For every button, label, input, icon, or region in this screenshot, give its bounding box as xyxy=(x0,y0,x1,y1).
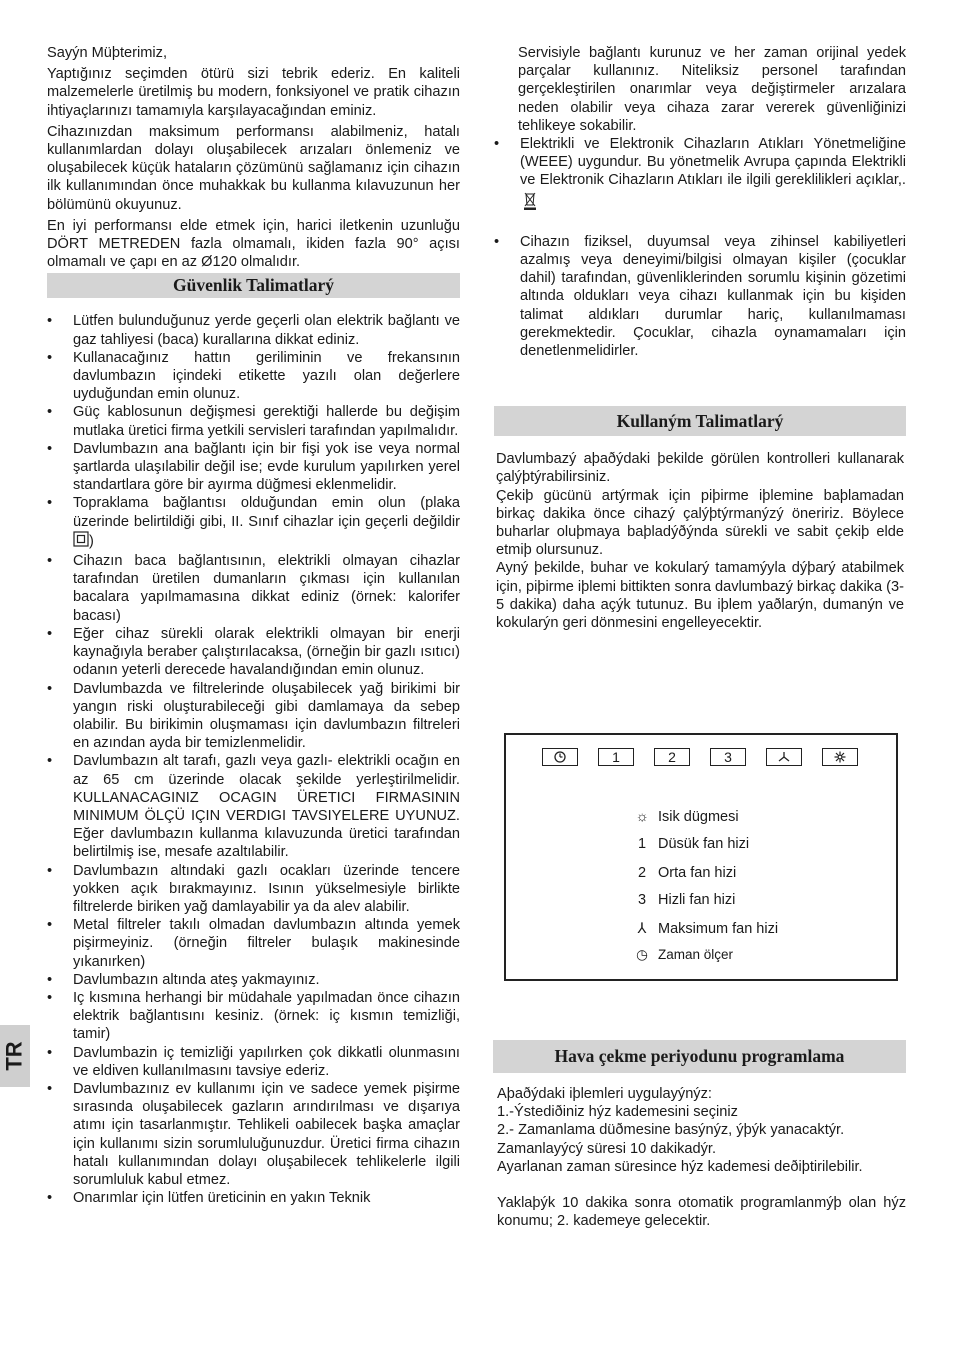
timer-button xyxy=(542,748,578,766)
language-code: TR xyxy=(1,1041,27,1071)
speed-2-symbol: 2 xyxy=(637,865,647,881)
list-item: • Kullanacağınız hattın geriliminin ve frekansının davlumbazın içindeki etikette yazılı olan değerlere uyduğundan emin olunuz. xyxy=(47,349,460,403)
list-item: • Davlumbazın alt tarafı, gazlı veya gazlı- elektrikli ocağın en az 65 cm üzerinde olacak şekilde yerleştirilmelidir. KULLANACAGINIZ OCAGIN ÜRETICI FIRMASININ MINIMUM ÖLÇÜ IÇIN VERDIGI TAVSIYELERE UYUNUZ. Eğer davlumbazın kullanma kılavuzunda üretici tarafından belirtilmiş ise, mesafe azaltılabilir. xyxy=(47,753,460,861)
list-item: • Metal filtreler takılı olmadan davlumbazın altında yemek pişirmeyiniz. (örneğin filtreler bulaşık makinesinde yıkanırken) xyxy=(47,917,460,970)
bullet: • xyxy=(47,349,53,366)
fan-max-icon xyxy=(777,750,791,764)
max-fan-button xyxy=(766,748,802,766)
list-item: • Davlumbazınız ev kullanımı için ve sadece yemek pişirme sırasında oluşabilecek gazların arındırılması ve dışarıya atımı için tasarlanmıştır. Tehlikeli oabilecek başka amaçlar için kullanımı sizin sorumluluğunuzdur. Üretici firma cihazın hatalı kullanımından dolayı oluşabilecek tehlikelerle ilgili sorumluluk kabul etmez. xyxy=(47,1080,460,1188)
legend-item: 2 Orta fan hizi xyxy=(626,864,736,882)
double-insulation-icon xyxy=(73,531,89,552)
list-item: • Davlumbazin iç temizliği yapılırken çok dikkatli olunmasını ve eldiven kullanılmasını tavsiye ederiz. xyxy=(47,1044,460,1079)
intro-paragraph: En iyi performansı elde etmek için, harici iletkenin uzunluğu DÖRT METREDEN fazla olmamalı, ikiden fazla 90° açısı olmamalı ve çapı en az Ø120 olmalıdır. xyxy=(47,217,460,271)
bullet: • xyxy=(47,313,53,330)
speed-2-button: 2 xyxy=(654,748,690,766)
light-icon xyxy=(833,750,847,764)
list-item: • Lütfen bulunduğunuz yerde geçerli olan elektrik bağlantı ve gaz tahliyesi (baca) kurallarına dikkat ediniz. xyxy=(47,313,460,348)
speed-3-button: 3 xyxy=(710,748,746,766)
legend-item: ☼ Isik dügmesi xyxy=(626,808,739,826)
legend-item: ◷ Zaman ölçer xyxy=(626,946,733,964)
bullet: • xyxy=(47,971,53,988)
safety-list xyxy=(47,312,460,1207)
language-tab xyxy=(0,1025,30,1087)
bullet: • xyxy=(47,440,53,457)
list-item: • Cihazın baca bağlantısının, elektrikli olmayan cihazlar tarafından üretilen dumanların çıkması için kullanılan bacalara yapılmamasına dikkat ediniz (örnek: kalorifer bacası) xyxy=(47,553,460,624)
timer-icon xyxy=(553,750,567,764)
bullet: • xyxy=(47,404,53,421)
list-item: • Cihazın fiziksel, duyumsal veya zihinsel kabiliyetleri azalmış veya deneyimi/bilgisi olmayan kişiler (çocuklar dahil) tarafından, güvenliklerinden sorumlu kişinin gözetimi altında oldukları veya cihazı kullanmak için bu kişiden talimat aldıkları durumlar hariç, kullanılmaması gerekmektedir. Çocuklar, cihazla oynamamaları için denetlenmelidirler. xyxy=(494,233,906,360)
bullet: • xyxy=(47,680,53,697)
right-column xyxy=(494,44,906,632)
bullet: • xyxy=(47,917,53,934)
service-continuation: Servisiyle bağlantı kurunuz ve her zaman orijinal yedek parçalar kullanınız. Niteliksiz personel tarafından gerçekleştirilen onarımlar veya değiştirmeler arızalara neden olabilir veya cihaza zarar vererek güvenliğinizi tehlikeye sokabilir. xyxy=(518,45,906,134)
bullet: • xyxy=(47,625,53,642)
bullet: • xyxy=(47,1044,53,1061)
usage-text: Davlumbazý aþaðýdaki þekilde görülen kontrolleri kullanarak çalýþtýrabilirsiniz. Çekiþ gücünü artýrmak için piþirme iþlemine baþlamadan birkaç dakika önce cihazý çalýþtýrmanýzý öneririz. Böylece buharlar oluþmaya baþladýðýnda sürekli ve sabit çekiþ elde etmiþ olursunuz. Ayný þekilde, buhar ve kokularý tamamýyla dýþarý atabilmek için, piþirme iþlemi bittikten sonra davlumbazý birkaç dakika (3-5 dakika) daha açýk tutunuz. Bu iþlem yaðlarýn, dumanýn ve kokularýn geri dönmesini engelleyecektir. xyxy=(496,451,904,632)
legend-item: ⅄ Maksimum fan hizi xyxy=(626,920,778,938)
bullet: • xyxy=(47,753,53,770)
legend-item: 1 Düsük fan hizi xyxy=(626,835,749,853)
intro-paragraph: Cihazınızdan maksimum performansı alabilmeniz, hatalı kullanımlardan dolayı oluşabilecek arızaları önlemeniz ve oluşabilecek küçük hataların çözümünü sağlamanız için cihazın ilk kullanımından önce muhakkak bu kullanma kılavuzunun her bölümünü okuyunuz. xyxy=(47,123,460,213)
list-item: • Davlumbazın ana bağlantı için bir fişi yok ise veya normal şartlarda ulaşılabilir değil ise; evde kurulum yapılırken yerel standartlara göre bir ayırma düğmesi eklenmelidir. xyxy=(47,440,460,494)
list-item: • Onarımlar için lütfen üreticinin en yakın Teknik xyxy=(47,1190,371,1207)
programming-text: Aþaðýdaki iþlemleri uygulayýnýz: 1.-Ýstediðiniz hýz kademesini seçiniz 2.- Zamanlama düðmesine basýnýz, ýþýk yanacaktýr. Zamanlayýcý süresi 10 dakikadýr. Ayarlanan zaman süresince hýz kademesi deðiþtirilebilir. Yaklaþýk 10 dakika sonra otomatik programlanmýþ olan hýz konumu; 2. kademeye gelecektir. xyxy=(497,1086,906,1230)
bullet: • xyxy=(494,136,500,153)
timer-icon: ◷ xyxy=(636,947,648,962)
fan-max-icon: ⅄ xyxy=(637,921,647,937)
list-item: • Davlumbazın altında ateş yakmayınız. xyxy=(47,971,320,988)
list-item: • Iç kısmına herhangi bir müdahale yapılmadan önce cihazın elektrik bağlantısını kesiniz. (örnek: iç kısmın temizliği, tamir) xyxy=(47,989,460,1043)
left-column xyxy=(47,44,460,1207)
weee-bin-icon xyxy=(523,190,537,215)
legend-item: 3 Hizli fan hizi xyxy=(626,891,735,909)
bullet: • xyxy=(47,495,53,512)
safety-section-title: Güvenlik Talimatlarý xyxy=(47,273,460,298)
bullet: • xyxy=(47,1080,53,1097)
list-item: • Güç kablosunun değişmesi gerektiği hallerde bu değişim mutlaka üretici firma yetkili servisleri tarafından yapılmalıdır. xyxy=(47,404,460,439)
bullet: • xyxy=(47,1190,53,1207)
list-item: • Eğer cihaz sürekli olarak elektrikli olmayan bir enerji kaynağıyla beraber çalıştırılacaksa, (örneğin bir gazlı ısıtıcı) odanın yeterli derecede havalandığından emin olunuz. xyxy=(47,625,460,679)
programming-section-title: Hava çekme periyodunu programlama xyxy=(493,1040,906,1073)
speed-3-symbol: 3 xyxy=(637,892,647,908)
speed-1-symbol: 1 xyxy=(637,836,647,852)
intro-paragraph: Yaptığınız seçimden ötürü sizi tebrik ederiz. En kaliteli malzemelerle üretilmiş bu modern, fonksiyonel ve pratik cihazın ihtiyaçlarınızı tamamıyla karşılayacağından eminiz. xyxy=(47,66,460,119)
speed-1-button: 1 xyxy=(598,748,634,766)
list-item: • Elektrikli ve Elektronik Cihazların Atıkları Yönetmeliğine (WEEE) uygundur. Bu yönetmelik Avrupa çapında Elektrikli ve Elektronik Cihazların Atıkları ile ilgili gereklilikleri açıklar,. xyxy=(494,135,906,215)
right-list xyxy=(494,135,906,360)
bullet: • xyxy=(47,553,53,570)
light-button xyxy=(822,748,858,766)
greeting: Sayýn Müþterimiz, xyxy=(47,45,168,61)
control-panel-figure xyxy=(504,733,898,981)
list-item: • Topraklama bağlantısı olduğundan emin olun (plaka üzerinde belirtildiği gibi, II. Sınıf cihazlar için geçerli değildir ) xyxy=(47,494,460,552)
bullet: • xyxy=(494,233,500,250)
list-item: • Davlumbazın altındaki gazlı ocakları üzerinde tencere yokken açık bırakmayınız. Isının yükselmesiyle birlikte filtrelerde biriken yağ damlayabilir ya da alev alabilir. xyxy=(47,862,460,915)
list-item: • Davlumbazda ve filtrelerinde oluşabilecek yağ birikimi bir yangın riski oluşturabileceği gibi damlamaya da sebep olabilir. Bu birikimin oluşmaması için davlumbazın filtreleri en azından ayda bir temizlenmelidir. xyxy=(47,680,460,752)
bullet: • xyxy=(47,862,53,879)
bullet: • xyxy=(47,989,53,1006)
usage-section-title: Kullaným Talimatlarý xyxy=(494,406,906,436)
light-icon: ☼ xyxy=(635,809,649,825)
